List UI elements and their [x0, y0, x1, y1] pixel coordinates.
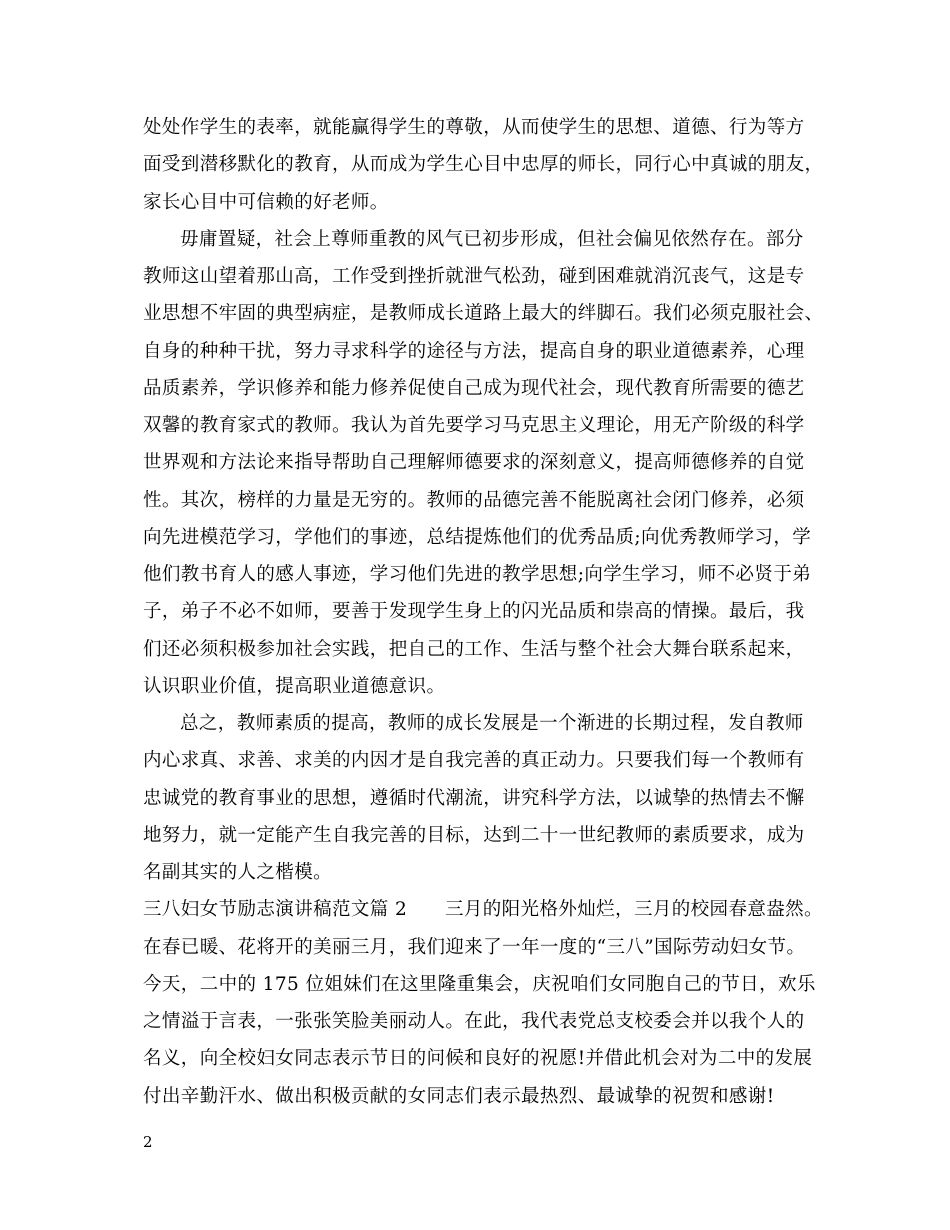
text-line: 业思想不牢固的典型病症，是教师成长道路上最大的绊脚石。我们必须克服社会、 [143, 303, 824, 325]
page-number: 2 [143, 1133, 153, 1151]
text-line: 认识职业价值，提高职业道德意识。 [143, 675, 446, 697]
text-line: 他们教书育人的感人事迹，学习他们先进的教学思想;向学生学习，师不必贤于弟 [143, 564, 812, 585]
text-line: 世界观和方法论来指导帮助自己理解师德要求的深刻意义，提高师德修养的自觉 [143, 452, 805, 474]
text-line: 今天，二中的 175 位姐妹们在这里隆重集会，庆祝咱们女同胞自己的节日，欢乐 [143, 973, 816, 995]
text-line: 品质素养，学识修养和能力修养促使自己成为现代社会，现代教育所需要的德艺 [143, 377, 805, 399]
text-line: 双馨的教育家式的教师。我认为首先要学习马克思主义理论，用无产阶级的科学 [143, 415, 805, 436]
text-line: 在春已暖、花将开的美丽三月，我们迎来了一年一度的“三八”国际劳动妇女节。 [143, 936, 806, 958]
text-line: 忠诚党的教育事业的思想，遵循时代潮流，讲究科学方法，以诚挚的热情去不懈 [143, 787, 805, 809]
text-line: 子，弟子不必不如师，要善于发现学生身上的闪光品质和崇高的情操。最后，我 [143, 601, 805, 623]
text-line: 面受到潜移默化的教育，从而成为学生心目中忠厚的师长，同行心中真诚的朋友， [143, 154, 824, 176]
text-line: 地努力，就一定能产生自我完善的目标，达到二十一世纪教师的素质要求，成为 [143, 824, 805, 846]
text-line: 付出辛勤汗水、做出积极贡献的女同志们表示最热烈、最诚挚的祝贺和感谢! [143, 1085, 775, 1107]
text-line: 名义，向全校妇女同志表示节日的问候和良好的祝愿!并借此机会对为二中的发展 [143, 1048, 813, 1070]
text-line: 毋庸置疑，社会上尊师重教的风气已初步形成，但社会偏见依然存在。部分 [180, 228, 804, 250]
text-line: 教师这山望着那山高，工作受到挫折就泄气松劲，碰到困难就消沉丧气，这是专 [143, 266, 805, 287]
text-line: 内心求真、求善、求美的内因才是自我完善的真正动力。只要我们每一个教师有 [143, 750, 805, 772]
text-line: 家长心目中可信赖的好老师。 [143, 191, 389, 213]
text-line: 之情溢于言表，一张张笑脸美丽动人。在此，我代表党总支校委会并以我个人的 [143, 1011, 805, 1032]
text-line: 处处作学生的表率，就能赢得学生的尊敬，从而使学生的思想、道德、行为等方 [143, 117, 805, 138]
text-line: 自身的种种干扰，努力寻求科学的途径与方法，提高自身的职业道德素养，心理 [143, 340, 805, 362]
text-line: 总之，教师素质的提高，教师的成长发展是一个渐进的长期过程，发自教师 [180, 713, 804, 734]
text-line: 向先进模范学习，学他们的事迹，总结提炼他们的优秀品质;向优秀教师学习，学 [143, 526, 812, 548]
text-line: 三八妇女节励志演讲稿范文篇 2 三月的阳光格外灿烂，三月的校园春意盎然。 [143, 899, 823, 921]
text-line: 性。其次，榜样的力量是无穷的。教师的品德完善不能脱离社会闭门修养，必须 [143, 489, 805, 511]
text-line: 名副其实的人之楷模。 [143, 862, 333, 883]
text-line: 们还必须积极参加社会实践，把自己的工作、生活与整个社会大舞台联系起来， [143, 638, 805, 660]
